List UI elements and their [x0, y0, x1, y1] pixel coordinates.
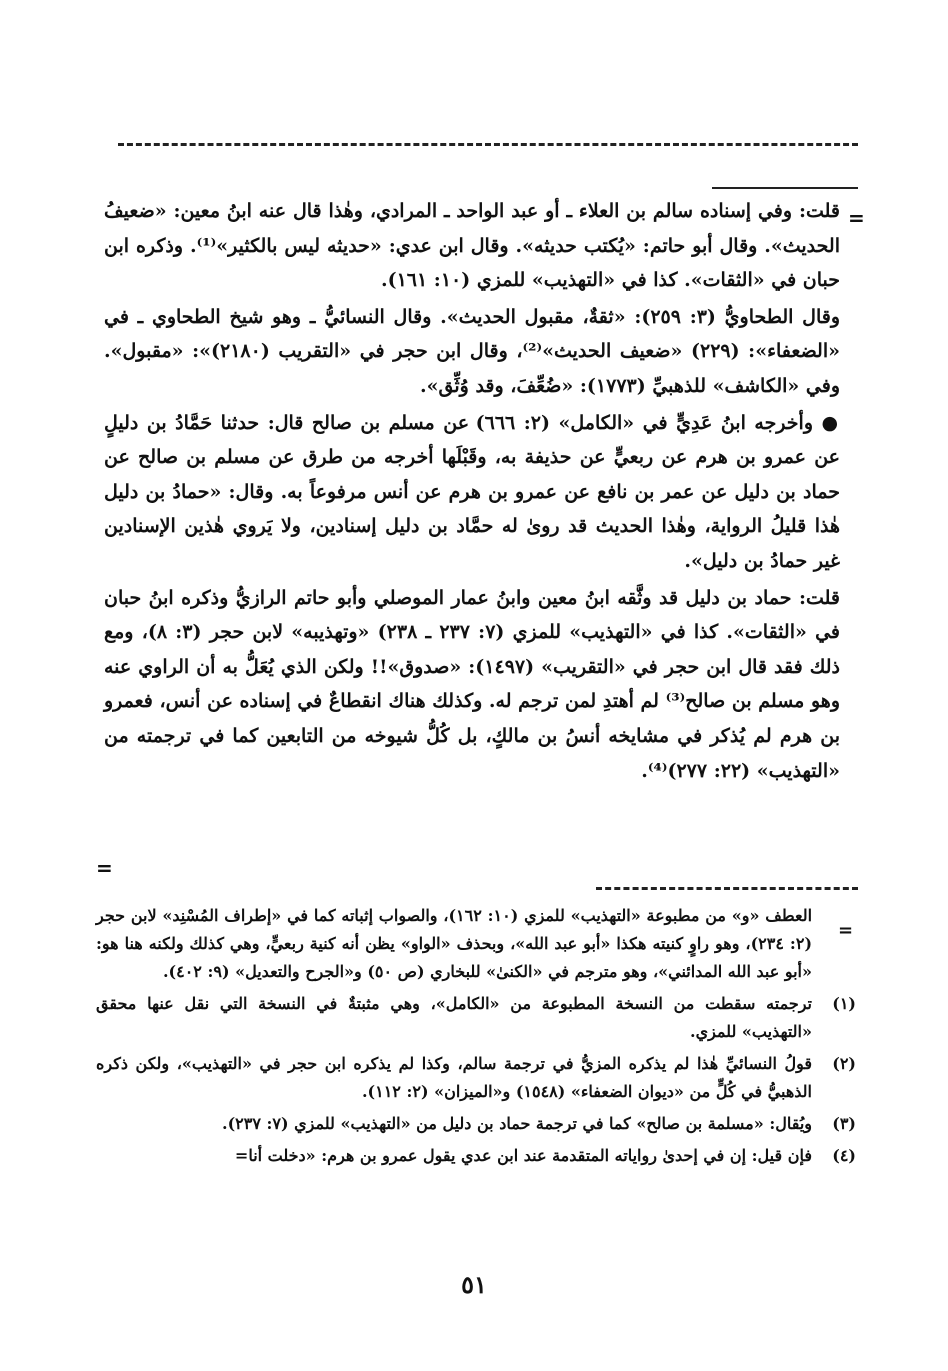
- footnote-number: (٣): [832, 1114, 856, 1133]
- paragraph-2: وقال الطحاويُّ (٣: ٢٥٩): «ثقةٌ، مقبول الحديث». وقال النسائيُّ ـ وهو شيخ الطحاوي ـ في «الضعفاء»: (٢٢٩) «ضعيف الحديث»⁽²⁾، وقال ابن حجر في «التقريب (٢١٨٠)»: «مقبول». وفي «الكاشف» للذهبيِّ (١٧٧٣): «ضُعِّفَ، وقد وُثِّق».: [104, 305, 840, 397]
- footnote-1: [96, 990, 856, 1046]
- footnote-3: [96, 1110, 856, 1138]
- continuation-rule: [712, 187, 858, 189]
- paragraph-3: ● وأخرجه ابنُ عَدِيٍّ في «الكامل» (٢: ٦٦٦) عن مسلم بن صالح قال: حدثنا حَمَّادُ بن دليلٍ عن عمرو بن هرم عن ربعيٍّ عن حذيفة به، وقَبْلَها أخرجه من طرق عن مسلم بن صالح عن حماد بن دليل عن عمر بن نافع عن عمرو بن هرم عن أنس مرفوعاً به. وقال: «حمادُ بن دليل هٰذا قليلُ الرواية، وهٰذا الحديث قد روىٰ له حمَّاد بن دليل إسنادين، ولا يَروي هٰذين الإسنادين غير حمادُ بن دليل».: [104, 411, 840, 572]
- paragraph-1: قلت: وفي إسناده سالم بن العلاء ـ أو عبد الواحد ـ المرادي، وهٰذا قال عنه ابنُ معين: «ضعيفُ الحديث». وقال أبو حاتم: «يُكتب حديثه». وقال ابن عدي: «حديثه ليس بالكثير»⁽¹⁾. وذكره ابن حبان في «الثقات». كذا في «التهذيب» للمزي (١٠: ١٦١).: [104, 200, 840, 292]
- main-text: [104, 194, 840, 790]
- footnote-text: ترجمته سقطت من النسخة المطبوعة من «الكامل»، وهي مثبتةٌ في النسخة التي نقل عنها محقق «التهذيب» للمزي.: [96, 994, 813, 1041]
- footnote-number: [812, 902, 856, 986]
- footnote-text: ويُقال: «مسلمة بن صالح» كما في ترجمة حماد بن دليل من «التهذيب» للمزي (٧: ٢٣٧).: [222, 1114, 812, 1133]
- page-number: ٥١: [461, 1270, 487, 1299]
- footnote-number: (٤): [832, 1146, 856, 1165]
- footnote-text: قولُ النسائيِّ هٰذا لم يذكره المزيُّ في ترجمة سالم، وكذا لم يذكره ابن حجر في «التهذيب»، ولكن ذكره الذهبيُّ في كُلٍّ من «ديوان الضعفاء» (١٥٤٨) و«الميزان» (٢: ١١٢).: [96, 1054, 812, 1101]
- footnote-4: [96, 1142, 856, 1170]
- footnote-text: فإن قيل: إن في إحدىٰ رواياته المتقدمة عند ابن عدي يقول عمرو بن هرم: «دخلت أنا=: [234, 1146, 812, 1165]
- footnote-2: [96, 1050, 856, 1106]
- continuation-mark-notes: =: [838, 920, 854, 941]
- footnote-number: (١): [832, 994, 856, 1013]
- footnote-continued: [96, 902, 856, 986]
- paragraph-4: قلت: حماد بن دليل قد وثَّقه ابنُ معين وابنُ عمار الموصلي وأبو حاتم الرازيُّ وذكره ابنُ حبان في «الثقات». كذا في «التهذيب» للمزي (٧: ٢٣٧ ـ ٢٣٨) «وتهذيبه» لابن حجر (٣: ٨)، ومع ذلك فقد قال ابن حجر في «التقريب» (١٤٩٧): «صدوق»!! ولكن الذي يُعَلُّ به أن الراوي عنه وهو مسلم بن صالح⁽³⁾ لم أهتدِ لمن ترجم له. وكذلك هناك انقطاعٌ في إسناده عن أنس، فعمرو بن هرم لم يُذكر في مشايخه أنسُ بن مالكٍ، بل كُلُّ شيوخه من التابعين كما في ترجمته من «التهذيب» (٢٢: ٢٧٧)⁽⁴⁾.: [104, 586, 841, 782]
- header-dashed-rule: [118, 143, 858, 146]
- footnotes-dashed-rule: [596, 887, 858, 890]
- footnotes: [96, 902, 856, 1174]
- continuation-mark-top: =: [848, 206, 865, 230]
- continuation-mark-bottom: =: [96, 856, 113, 880]
- footnote-number: (٢): [832, 1054, 856, 1073]
- footnote-text: العطف «و» من مطبوعة «التهذيب» للمزي (١٠: ١٦٢)، والصواب إثباته كما في «إطراف المُسْنِد» لابن حجر (٢: ٢٣٤)، وهو راوٍ كنيته هكذا «أبو عبد الله»، وبحذف «الواو» يظن أنه كنية ربعيٍّ، وهي كذلك ولكنه هنا هو: «أبو عبد الله المدائني»، وهو مترجم في «الكنىٰ» للبخاري (ص ٥٠) و«الجرح والتعديل» (٩: ٤٠٢).: [96, 906, 813, 981]
